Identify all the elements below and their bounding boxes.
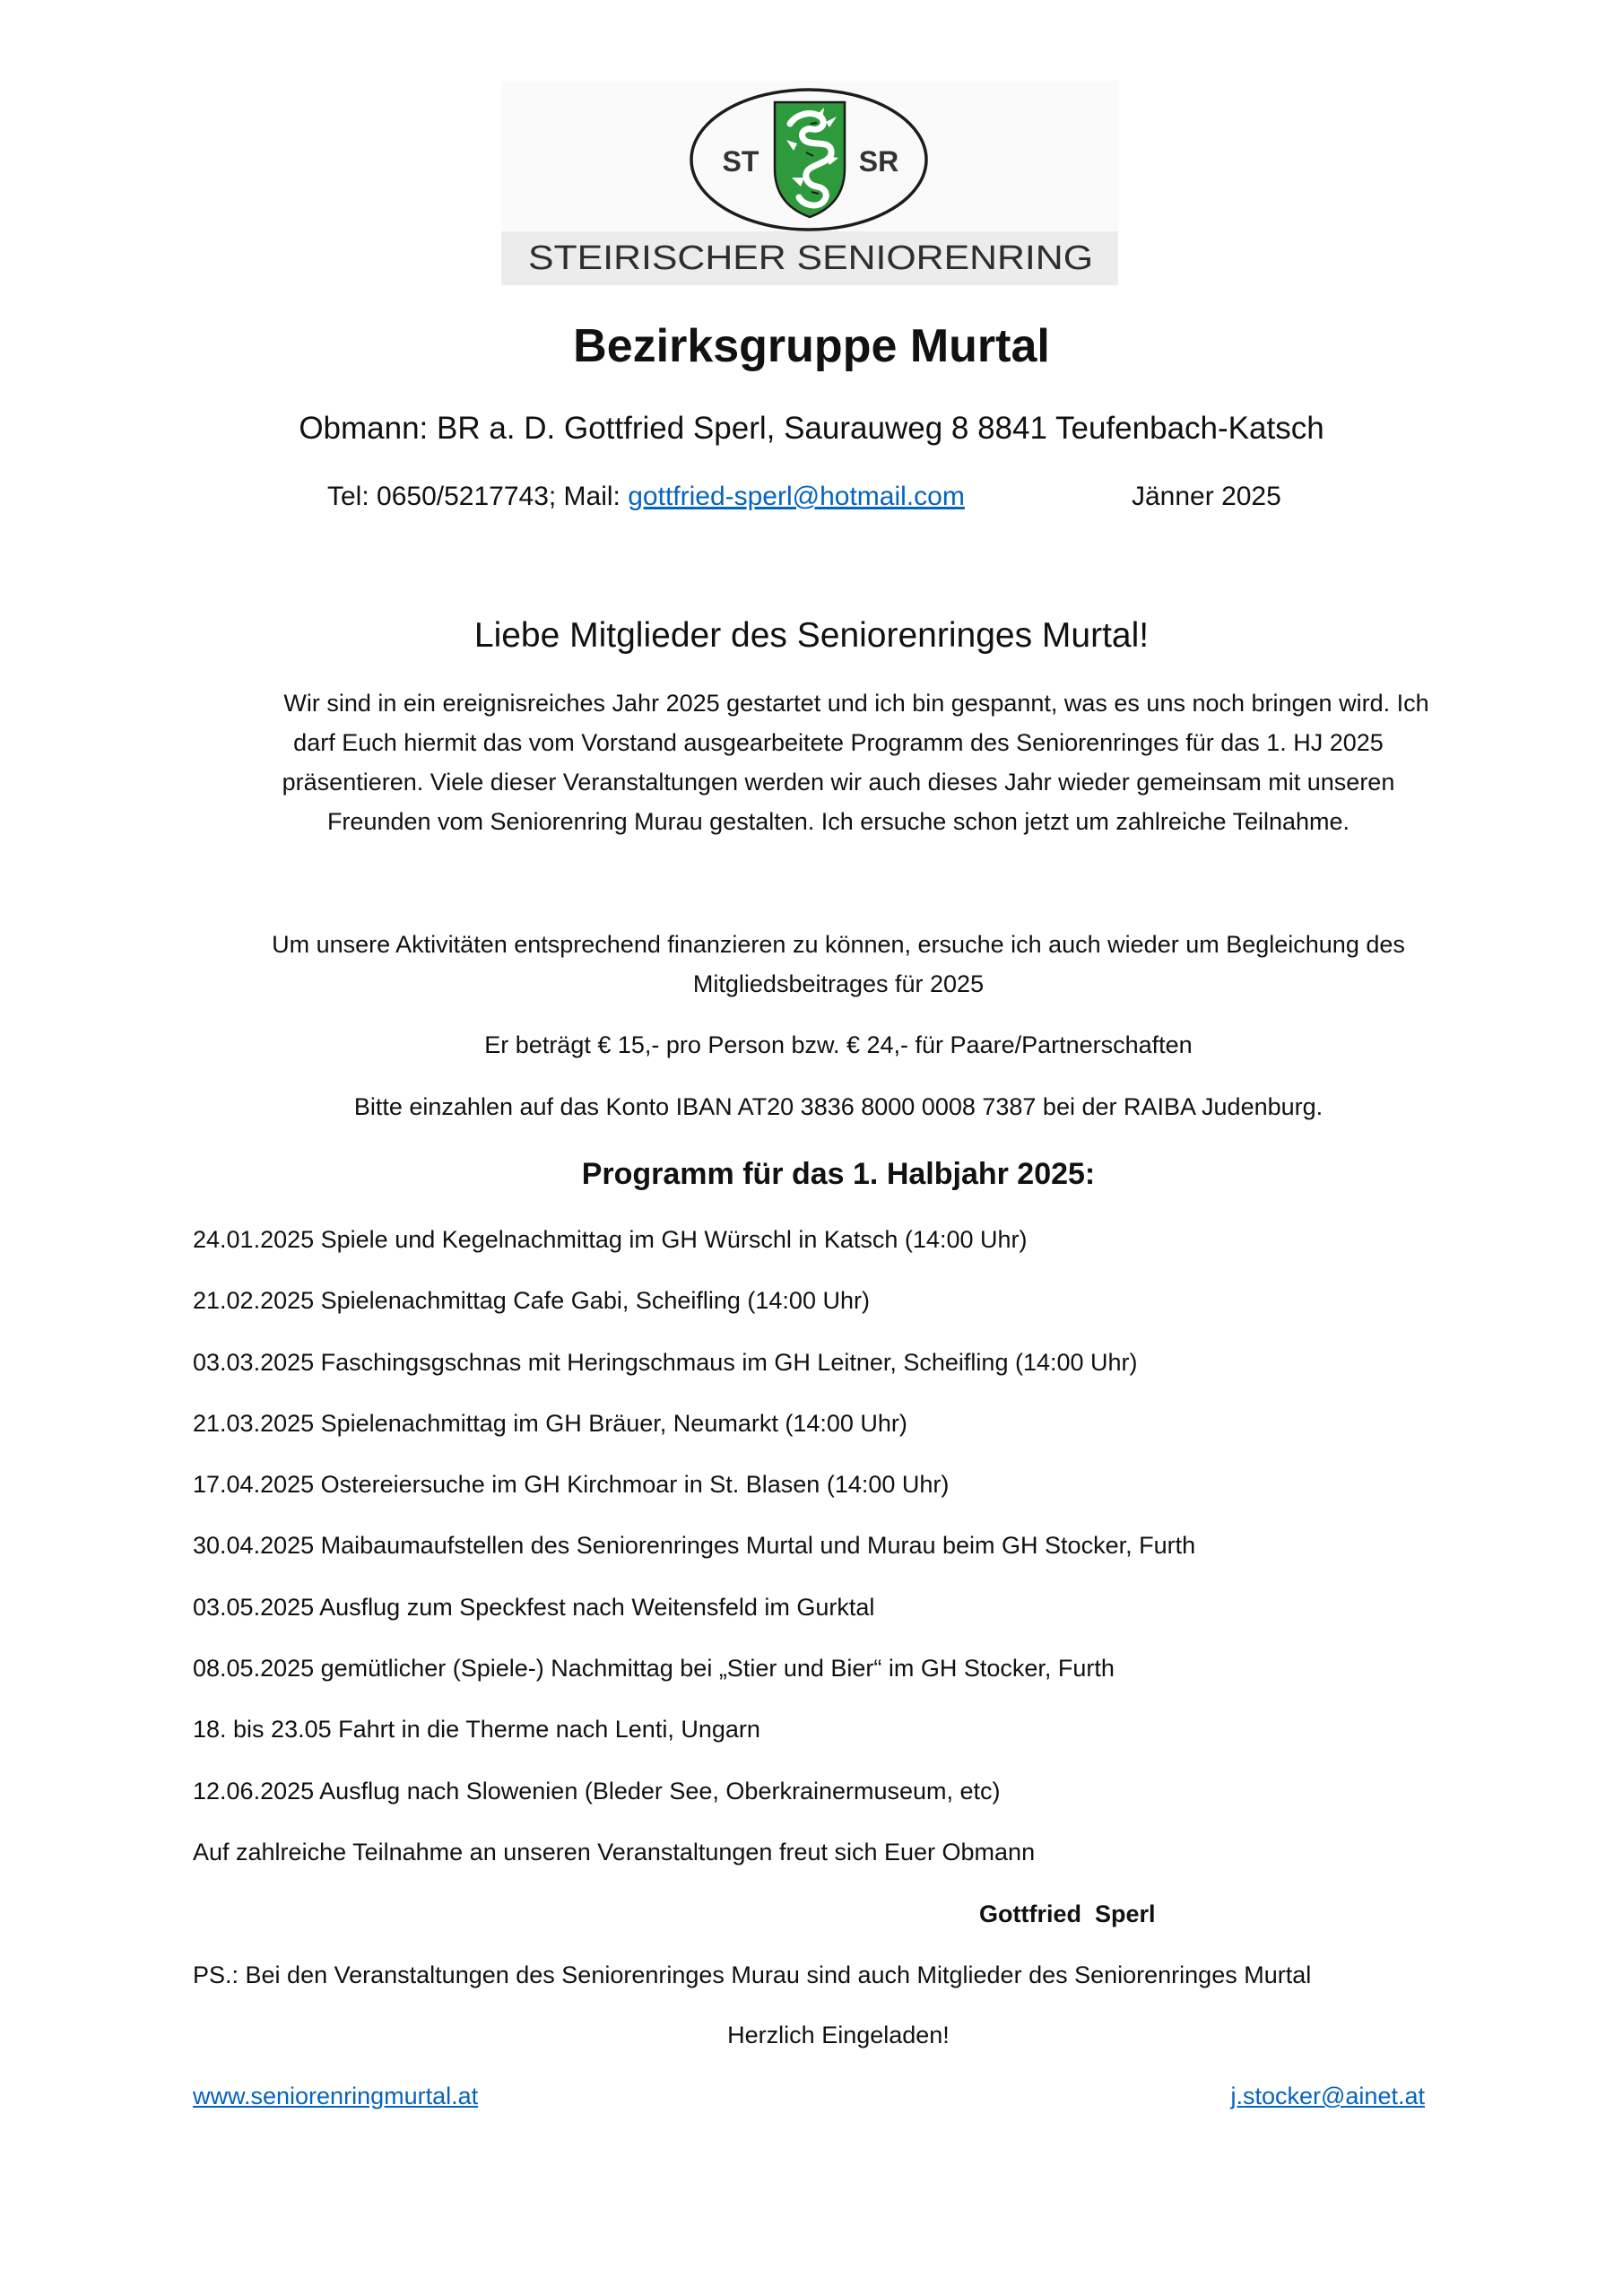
website-link[interactable]: www.seniorenringmurtal.at: [193, 2083, 479, 2109]
fee-request-line: Um unsere Aktivitäten entsprechend finanzieren zu können, ersuche ich auch wieder um Begleichung des: [272, 931, 1405, 958]
fee-amount: Er beträgt € 15,- pro Person bzw. € 24,- für Paare/Partnerschaften: [484, 1031, 1193, 1058]
contact-phone-prefix: Tel: 0650/5217743; Mail:: [327, 482, 629, 511]
program-item: 21.02.2025 Spielenachmittag Cafe Gabi, Scheifling (14:00 Uhr): [193, 1287, 870, 1315]
panther-shield-icon: [775, 102, 845, 217]
logo-sr-letters: SR: [858, 145, 899, 178]
bank-details: Bitte einzahlen auf das Konto IBAN AT20 3836 8000 0008 7387 bei der RAIBA Judenburg.: [353, 1093, 1324, 1120]
chairman-address: Obmann: BR a. D. Gottfried Sperl, Saurauweg 8 8841 Teufenbach-Katsch: [299, 411, 1324, 446]
fee-request-line: Mitgliedsbeitrages für 2025: [692, 970, 985, 997]
program-item: 03.05.2025 Ausflug zum Speckfest nach Weitensfeld im Gurktal: [193, 1593, 875, 1621]
contact-email-link[interactable]: j.stocker@ainet.at: [1230, 2083, 1425, 2109]
logo-st-letters: ST: [722, 145, 759, 178]
program-item: 08.05.2025 gemütlicher (Spiele-) Nachmittag bei „Stier und Bier“ im GH Stocker, Furth: [193, 1655, 1115, 1683]
program-item: 24.01.2025 Spiele und Kegelnachmittag im GH Würschl in Katsch (14:00 Uhr): [193, 1226, 1028, 1253]
program-heading: Programm für das 1. Halbjahr 2025:: [581, 1157, 1096, 1191]
greeting-heading: Liebe Mitglieder des Seniorenringes Murtal!: [473, 616, 1150, 655]
intro-line: präsentieren. Viele dieser Veranstaltungen werden wir auch dieses Jahr wieder gemeinsam mit unseren: [282, 769, 1395, 796]
program-list: [193, 1223, 1484, 1836]
chairman-email-link[interactable]: gottfried-sperl@hotmail.com: [628, 482, 965, 511]
postscript: PS.: Bei den Veranstaltungen des Seniorenringes Murau sind auch Mitglieder des Seniorenringes Murtal: [193, 1961, 1312, 1988]
program-item: 21.03.2025 Spielenachmittag im GH Bräuer, Neumarkt (14:00 Uhr): [193, 1409, 907, 1437]
closing-text: Auf zahlreiche Teilnahme an unseren Veranstaltungen freut sich Euer Obmann: [193, 1839, 1036, 1866]
program-item: 18. bis 23.05 Fahrt in die Therme nach Lenti, Ungarn: [193, 1716, 760, 1744]
seniorenring-logo: [501, 81, 1118, 285]
program-item: 17.04.2025 Ostereiersuche im GH Kirchmoar in St. Blasen (14:00 Uhr): [193, 1471, 950, 1499]
intro-line: Wir sind in ein ereignisreiches Jahr 2025 gestartet und ich bin gespannt, was es uns noch bringen wird. Ich: [283, 690, 1429, 717]
program-item: 30.04.2025 Maibaumaufstellen des Seniorenringes Murtal und Murau beim GH Stocker, Furth: [193, 1532, 1196, 1560]
invitation: Herzlich Eingeladen!: [727, 2022, 950, 2048]
program-item: 03.03.2025 Faschingsgschnas mit Heringschmaus im GH Leitner, Scheifling (14:00 Uhr): [193, 1348, 1138, 1376]
intro-line: darf Euch hiermit das vom Vorstand ausgearbeitete Programm des Seniorenringes für das 1. HJ 2025: [293, 729, 1384, 756]
group-title: Bezirksgruppe Murtal: [573, 320, 1050, 372]
program-item: 12.06.2025 Ausflug nach Slowenien (Bleder See, Oberkrainermuseum, etc): [193, 1777, 1001, 1805]
signature: Gottfried Sperl: [979, 1900, 1156, 1927]
intro-line: Freunden vom Seniorenring Murau gestalten. Ich ersuche schon jetzt um zahlreiche Teilnahme.: [326, 808, 1350, 835]
logo-organization-name: STEIRISCHER SENIORENRING: [528, 239, 1093, 277]
letter-date: Jänner 2025: [1132, 482, 1281, 511]
contact-line: [327, 479, 965, 515]
